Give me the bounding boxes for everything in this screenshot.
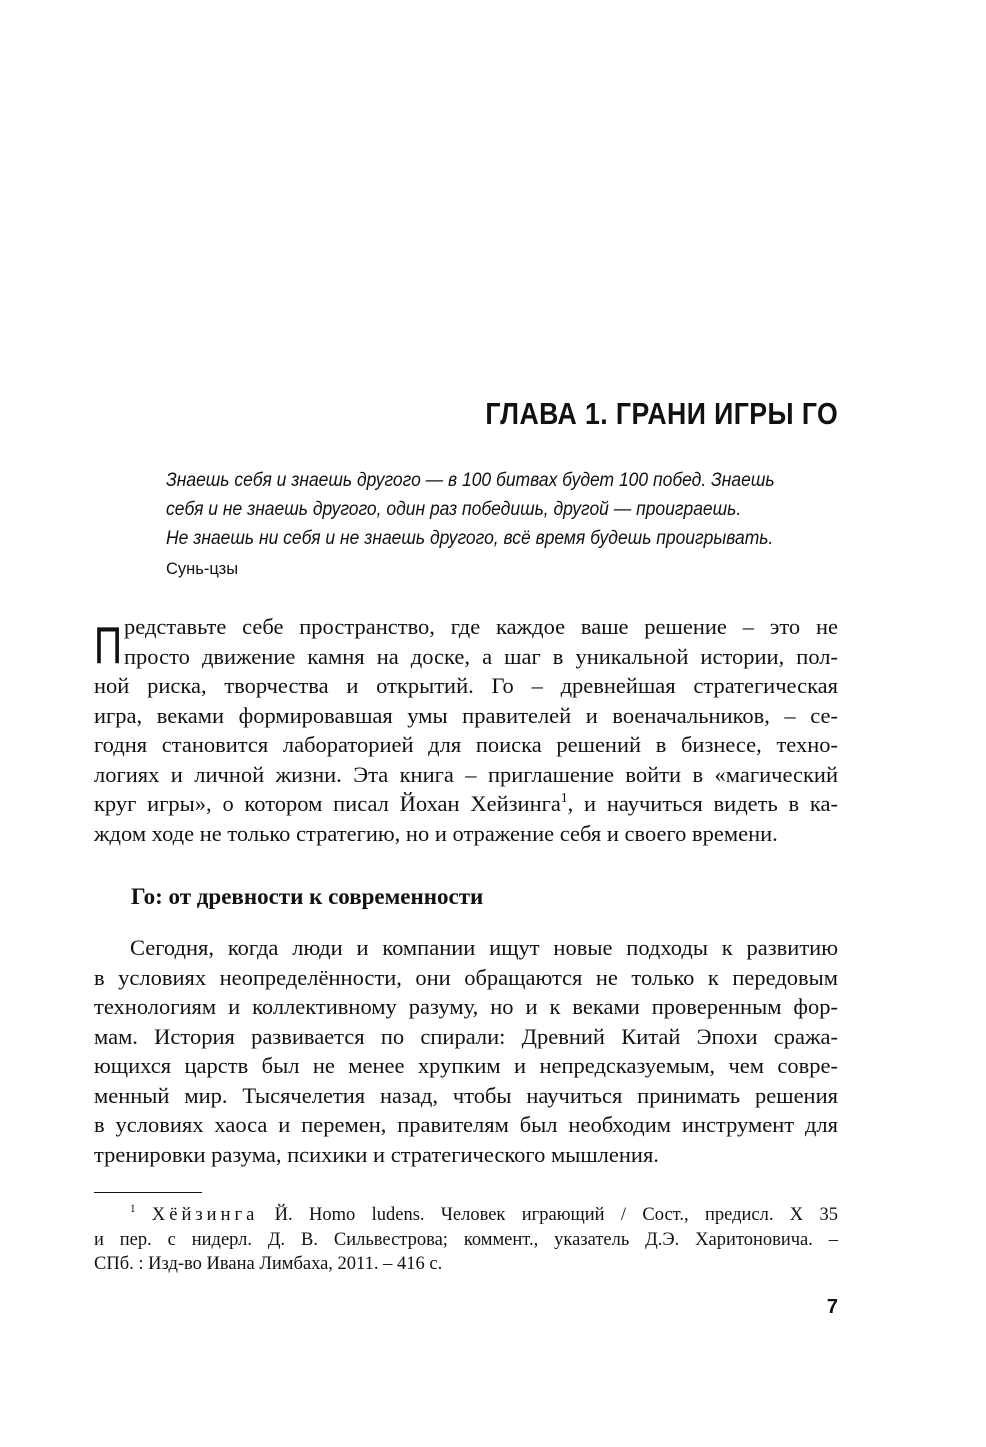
intro-paragraph bbox=[94, 612, 838, 848]
paragraph-line: ной риска, творчества и открытий. Го – древнейшая стратегическая bbox=[94, 673, 838, 698]
footnote-reference[interactable]: 1 bbox=[560, 789, 568, 805]
line-text: и научиться видеть в ка- bbox=[584, 791, 838, 816]
paragraph-line: менный мир. Тысячелетия назад, чтобы научиться принимать решения bbox=[94, 1082, 838, 1108]
epigraph-line: Знаешь себя и знаешь другого — в 100 битвах будет 100 побед. Знаешь bbox=[166, 470, 775, 491]
footnote bbox=[94, 1203, 838, 1277]
line-text: круг игры», о котором писал Йохан Хейзинга bbox=[94, 791, 561, 816]
paragraph-line: в условиях хаоса и перемен, правителям был необходим инструмент для bbox=[94, 1112, 838, 1137]
paragraph-line: в условиях неопределённости, они обращаются не только к передовым bbox=[94, 964, 838, 990]
epigraph-line: Не знаешь ни себя и не знаешь другого, всё время будешь проигрывать. bbox=[166, 528, 774, 549]
page-number: 7 bbox=[826, 1296, 838, 1318]
paragraph-line: ющихся царств был не менее хрупким и непредсказуемым, чем совре- bbox=[94, 1053, 838, 1078]
section-paragraph bbox=[94, 933, 838, 1169]
paragraph-line: технологиям и коллективному разуму, но и к веками проверенным фор- bbox=[94, 994, 838, 1019]
epigraph-line: себя и не знаешь другого, один раз победишь, другой — проиграешь. bbox=[166, 499, 742, 520]
paragraph-line: логиях и личной жизни. Эта книга – приглашение войти в «магический bbox=[94, 761, 838, 787]
footnote-line bbox=[94, 1203, 838, 1228]
section-heading: Го: от древности к современности bbox=[131, 884, 484, 909]
paragraph-line: тренировки разума, психики и стратегического мышления. bbox=[94, 1141, 659, 1167]
paragraph-line: игра, веками формировавшая умы правителей и военачальников, – се- bbox=[94, 702, 838, 728]
paragraph-line: годня становится лабораторией для поиска решений в бизнесе, техно- bbox=[94, 732, 838, 757]
footnote-marker: 1 bbox=[130, 1202, 136, 1215]
paragraph-line: Сегодня, когда люди и компании ищут новые подходы к развитию bbox=[130, 935, 838, 960]
paragraph-line: просто движение камня на доске, а шаг в уникальной истории, пол- bbox=[124, 643, 838, 669]
paragraph-line: ждом ходе не только стратегию, но и отражение себя и своего времени. bbox=[94, 820, 778, 846]
footnote-line: СПб. : Изд-во Ивана Лимбаха, 2011. – 416 с. bbox=[94, 1254, 443, 1274]
drop-cap: П bbox=[94, 617, 123, 675]
footnote-text: Й. Homo ludens. Человек играющий / Сост., предисл. Х 35 bbox=[274, 1205, 839, 1225]
paragraph-line: круг игры», о котором писал Йохан Хейзинга$^1$, и научиться видеть в ка- bbox=[94, 789, 838, 816]
chapter-title: ГЛАВА 1. ГРАНИ ИГРЫ ГО bbox=[485, 396, 838, 431]
footnote-line: и пер. с нидерл. Д. В. Сильвестрова; коммент., указатель Д.Э. Харитоновича. – bbox=[94, 1229, 838, 1250]
footnote-author: Хёйзинга bbox=[151, 1205, 259, 1225]
footnote-divider bbox=[94, 1192, 202, 1193]
epigraph bbox=[166, 466, 866, 553]
epigraph-author: Сунь-цзы bbox=[166, 560, 239, 578]
paragraph-line: редставьте себе пространство, где каждое ваше решение – это не bbox=[124, 614, 838, 639]
paragraph-line: мам. История развивается по спирали: Древний Китай Эпохи сража- bbox=[94, 1023, 838, 1049]
